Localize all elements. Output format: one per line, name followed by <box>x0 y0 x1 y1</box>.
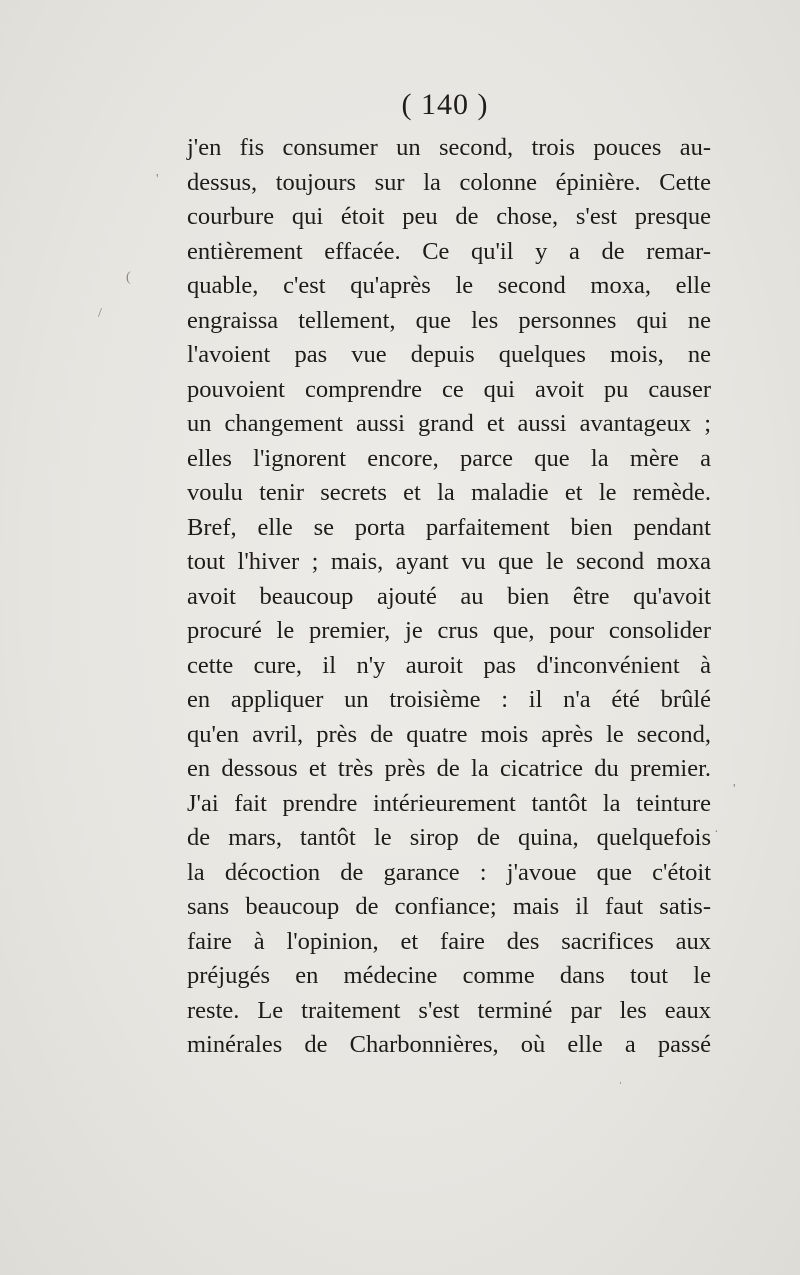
text-line: tout l'hiver ; mais, ayant vu que le second moxa <box>187 548 711 575</box>
text-line: cette cure, il n'y auroit pas d'inconvénient à <box>187 651 711 679</box>
text-line: engraissa tellement, que les personnes qui ne <box>187 306 711 334</box>
text-line: reste. Le traitement s'est terminé par les eaux <box>187 996 711 1024</box>
text-line: un changement aussi grand et aussi avantageux ; <box>187 410 711 437</box>
text-line: voulu tenir secrets et la maladie et le remède. <box>187 479 711 506</box>
text-line: J'ai fait prendre intérieurement tantôt la teinture <box>187 789 711 817</box>
text-line: Bref, elle se porta parfaitement bien pendant <box>187 513 711 541</box>
text-line: j'en fis consumer un second, trois pouces au- <box>187 134 711 161</box>
paper-speck: ( <box>126 270 131 285</box>
text-line: dessus, toujours sur la colonne épinière. Cette <box>187 168 711 196</box>
paper-speck: ˌ <box>618 1070 623 1085</box>
text-line: en appliquer un troisième : il n'a été brûlé <box>187 686 711 713</box>
text-line: en dessous et très près de la cicatrice du premier. <box>187 755 711 782</box>
text-line: avoit beaucoup ajouté au bien être qu'avoit <box>187 582 711 610</box>
paper-speck: ' <box>156 172 159 187</box>
text-line: de mars, tantôt le sirop de quina, quelquefois <box>187 824 711 851</box>
text-line: l'avoient pas vue depuis quelques mois, ne <box>187 341 711 368</box>
text-line: quable, c'est qu'après le second moxa, elle <box>187 272 711 299</box>
body-text <box>187 131 711 1063</box>
text-line: préjugés en médecine comme dans tout le <box>187 962 711 989</box>
text-line: faire à l'opinion, et faire des sacrifices aux <box>187 927 711 955</box>
text-line: la décoction de garance : j'avoue que c'étoit <box>187 858 711 886</box>
paper-speck: · <box>714 825 719 840</box>
text-line: pouvoient comprendre ce qui avoit pu causer <box>187 375 711 403</box>
text-line: elles l'ignorent encore, parce que la mère a <box>187 444 711 472</box>
text-line: qu'en avril, près de quatre mois après le second, <box>187 720 711 748</box>
paper-speck: / <box>98 306 102 321</box>
text-line: procuré le premier, je crus que, pour consolider <box>187 617 711 644</box>
text-line: entièrement effacée. Ce qu'il y a de remar- <box>187 237 711 265</box>
text-line: sans beaucoup de confiance; mais il faut satis- <box>187 893 711 920</box>
page-number: ( 140 ) <box>401 88 489 121</box>
text-line: minérales de Charbonnières, où elle a passé <box>187 1031 711 1058</box>
paper-speck: ' <box>733 782 736 797</box>
text-line: courbure qui étoit peu de chose, s'est presque <box>187 203 711 230</box>
